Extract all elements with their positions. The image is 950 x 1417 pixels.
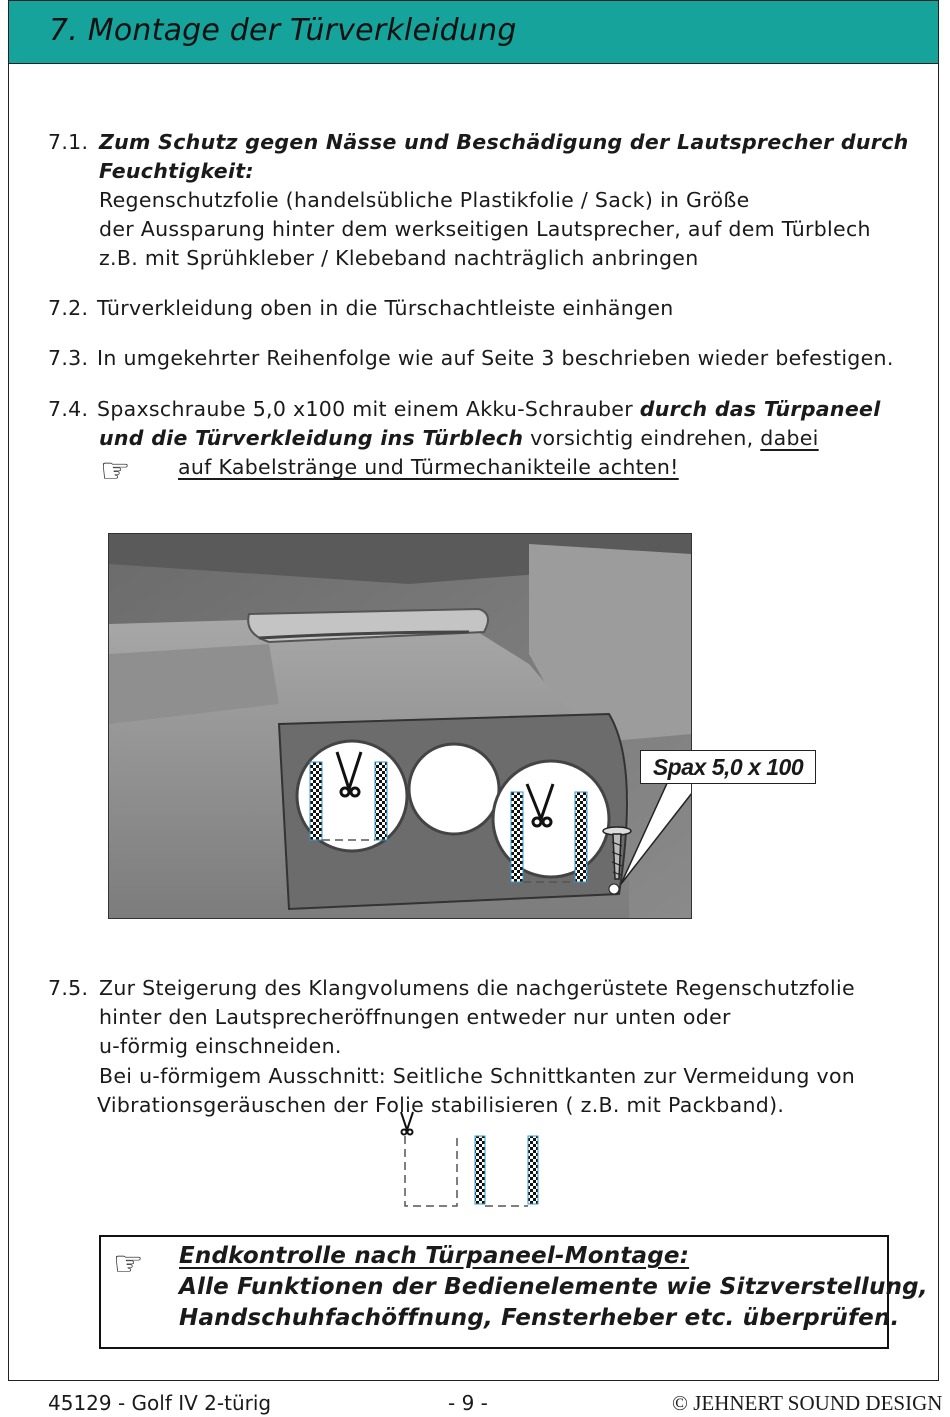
page-title: 7. Montage der Türverkleidung	[49, 13, 517, 48]
step-text	[99, 424, 819, 453]
step-text	[97, 395, 881, 424]
pointing-hand-icon: ☞	[113, 1244, 144, 1284]
pointing-hand-icon: ☞	[100, 451, 131, 491]
step-text: z.B. mit Sprühkleber / Klebeband nachträglich anbringen	[99, 246, 699, 270]
door-panel-illustration	[109, 534, 691, 918]
step-text-plain: vorsichtig eindrehen,	[523, 426, 761, 450]
step-text: Feuchtigkeit:	[99, 159, 254, 183]
step-text-bold: durch das Türpaneel	[639, 397, 881, 421]
footer-page-number: - 9 -	[448, 1391, 488, 1415]
step-text: hinter den Lautsprecheröffnungen entweder nur unten oder	[99, 1005, 731, 1029]
door-panel-photo	[108, 533, 692, 919]
step-number: 7.4.	[48, 397, 89, 421]
final-check-text: Alle Funktionen der Bedienelemente wie Sitzverstellung,	[179, 1274, 928, 1300]
step-text: u-förmig einschneiden.	[99, 1034, 342, 1058]
step-number: 7.5.	[48, 976, 89, 1000]
final-check-text: Handschuhfachöffnung, Fensterheber etc. überprüfen.	[179, 1305, 900, 1331]
step-text-plain: Spaxschraube 5,0 x100 mit einem Akku-Schrauber	[97, 397, 640, 421]
scissors-icon	[401, 1112, 413, 1135]
warning-text: auf Kabelstränge und Türmechanikteile achten!	[178, 455, 679, 479]
step-text: Zum Schutz gegen Nässe und Beschädigung der Lautsprecher durch	[99, 130, 909, 154]
step-text-underline: dabei	[760, 426, 819, 450]
final-check-box	[99, 1235, 928, 1349]
footer-copyright: © JEHNERT SOUND DESIGN	[672, 1391, 943, 1415]
step-text: Bei u-förmigem Ausschnitt: Seitliche Schnittkanten zur Vermeidung von	[99, 1064, 856, 1088]
final-check-title: Endkontrolle nach Türpaneel-Montage:	[179, 1243, 690, 1269]
step-number: 7.1.	[48, 130, 89, 154]
step-text: In umgekehrter Reihenfolge wie auf Seite 3 beschrieben wieder befestigen.	[97, 346, 894, 370]
step-text: Zur Steigerung des Klangvolumens die nachgerüstete Regenschutzfolie	[99, 976, 855, 1000]
step-text-bold: und die Türverkleidung ins Türblech	[99, 426, 524, 450]
step-text: der Aussparung hinter dem werkseitigen Lautsprecher, auf dem Türblech	[99, 217, 871, 241]
screw-callout: Spax 5,0 x 100	[640, 750, 816, 784]
cut-pattern-diagram	[395, 1108, 555, 1210]
step-text: Vibrationsgeräuschen der Folie stabilisieren ( z.B. mit Packband).	[97, 1093, 785, 1117]
step-text: Türverkleidung oben in die Türschachtleiste einhängen	[97, 296, 674, 320]
step-number: 7.3.	[48, 346, 89, 370]
footer-doc-id: 45129 - Golf IV 2-türig	[48, 1391, 272, 1415]
step-text: Regenschutzfolie (handelsübliche Plastikfolie / Sack) in Größe	[99, 188, 750, 212]
step-number: 7.2.	[48, 296, 89, 320]
